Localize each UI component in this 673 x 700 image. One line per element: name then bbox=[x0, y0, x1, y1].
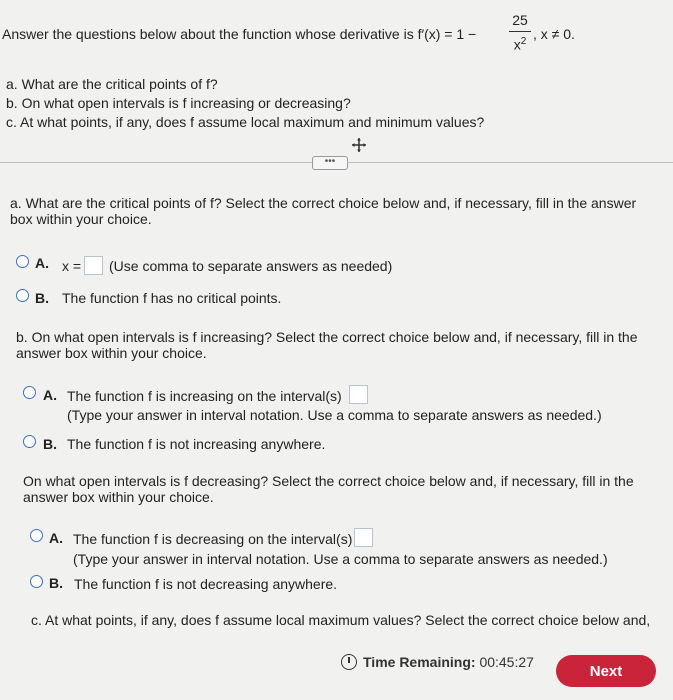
fraction-numerator: 25 bbox=[512, 12, 528, 28]
part-a-option-a-letter: A. bbox=[35, 255, 49, 271]
part-b-dec-option-b-radio[interactable] bbox=[30, 575, 43, 588]
part-b-inc-answer-input[interactable] bbox=[349, 385, 368, 404]
part-a-option-a-note: (Use comma to separate answers as needed) bbox=[109, 258, 393, 274]
question-b: b. On what open intervals is f increasing or decreasing? bbox=[6, 95, 351, 111]
part-b-inc-option-b-text: The function f is not increasing anywhere. bbox=[67, 436, 326, 452]
problem-statement bbox=[2, 26, 476, 42]
time-remaining bbox=[341, 654, 534, 670]
part-c-prompt-line1: c. At what points, if any, does f assume local maximum values? Select the correct choice below and, bbox=[31, 612, 651, 628]
part-a-option-b-letter: B. bbox=[35, 290, 49, 306]
part-b-dec-option-a-letter: A. bbox=[49, 530, 63, 546]
part-a-option-b-text: The function f has no critical points. bbox=[62, 290, 282, 306]
move-icon[interactable] bbox=[351, 137, 367, 153]
part-b-inc-option-a-note: (Type your answer in interval notation. Use a comma to separate answers as needed.) bbox=[67, 407, 602, 423]
part-b-inc-prompt-line1: b. On what open intervals is f increasing? Select the correct choice below and, if necessary, fill in the bbox=[16, 329, 638, 345]
part-a-prompt-line2: box within your choice. bbox=[10, 211, 152, 227]
question-a: a. What are the critical points of f? bbox=[6, 76, 218, 92]
part-a-option-b-radio[interactable] bbox=[16, 289, 29, 302]
part-b-dec-prompt-line1: On what open intervals is f decreasing? Select the correct choice below and, if necessary, fill in the bbox=[23, 473, 634, 489]
next-button[interactable]: Next bbox=[556, 655, 656, 687]
part-b-dec-option-a-radio[interactable] bbox=[30, 529, 43, 542]
part-b-dec-option-a-text: The function f is decreasing on the interval(s) bbox=[73, 531, 353, 547]
clock-icon bbox=[341, 654, 357, 670]
part-b-inc-option-b-letter: B. bbox=[43, 436, 57, 452]
part-b-dec-option-b-text: The function f is not decreasing anywhere. bbox=[74, 576, 338, 592]
part-b-dec-answer-input[interactable] bbox=[354, 528, 373, 547]
section-divider-right bbox=[347, 162, 673, 163]
part-b-dec-option-b-letter: B. bbox=[49, 575, 63, 591]
problem-condition: , x ≠ 0. bbox=[533, 26, 575, 42]
time-remaining-value: 00:45:27 bbox=[479, 654, 534, 670]
denominator-exponent: 2 bbox=[520, 36, 527, 47]
part-a-answer-input[interactable] bbox=[84, 256, 103, 275]
part-b-inc-option-a-radio[interactable] bbox=[23, 386, 36, 399]
section-divider bbox=[0, 162, 312, 163]
part-b-dec-option-a-note: (Type your answer in interval notation. Use a comma to separate answers as needed.) bbox=[73, 551, 608, 567]
fraction-bar bbox=[509, 31, 531, 32]
part-a-option-a-radio[interactable] bbox=[16, 255, 29, 268]
part-b-inc-prompt-line2: answer box within your choice. bbox=[16, 345, 207, 361]
fraction-denominator: $x^2$ bbox=[513, 36, 527, 53]
part-a-option-a-prefix: x = bbox=[62, 258, 82, 274]
problem-lead: Answer the questions below about the function whose derivative is f′(x) = 1 − bbox=[2, 26, 477, 42]
question-c: c. At what points, if any, does f assume local maximum and minimum values? bbox=[6, 114, 485, 130]
part-a-prompt-line1: a. What are the critical points of f? Select the correct choice below and, if necessary, fill in the answer bbox=[10, 195, 637, 211]
part-b-inc-option-b-radio[interactable] bbox=[23, 435, 36, 448]
time-remaining-label: Time Remaining: bbox=[363, 654, 476, 670]
expand-more-button[interactable]: ••• bbox=[312, 156, 348, 170]
part-b-dec-prompt-line2: answer box within your choice. bbox=[23, 489, 214, 505]
part-b-inc-option-a-letter: A. bbox=[43, 387, 57, 403]
part-b-inc-option-a-text: The function f is increasing on the interval(s) bbox=[67, 388, 342, 404]
